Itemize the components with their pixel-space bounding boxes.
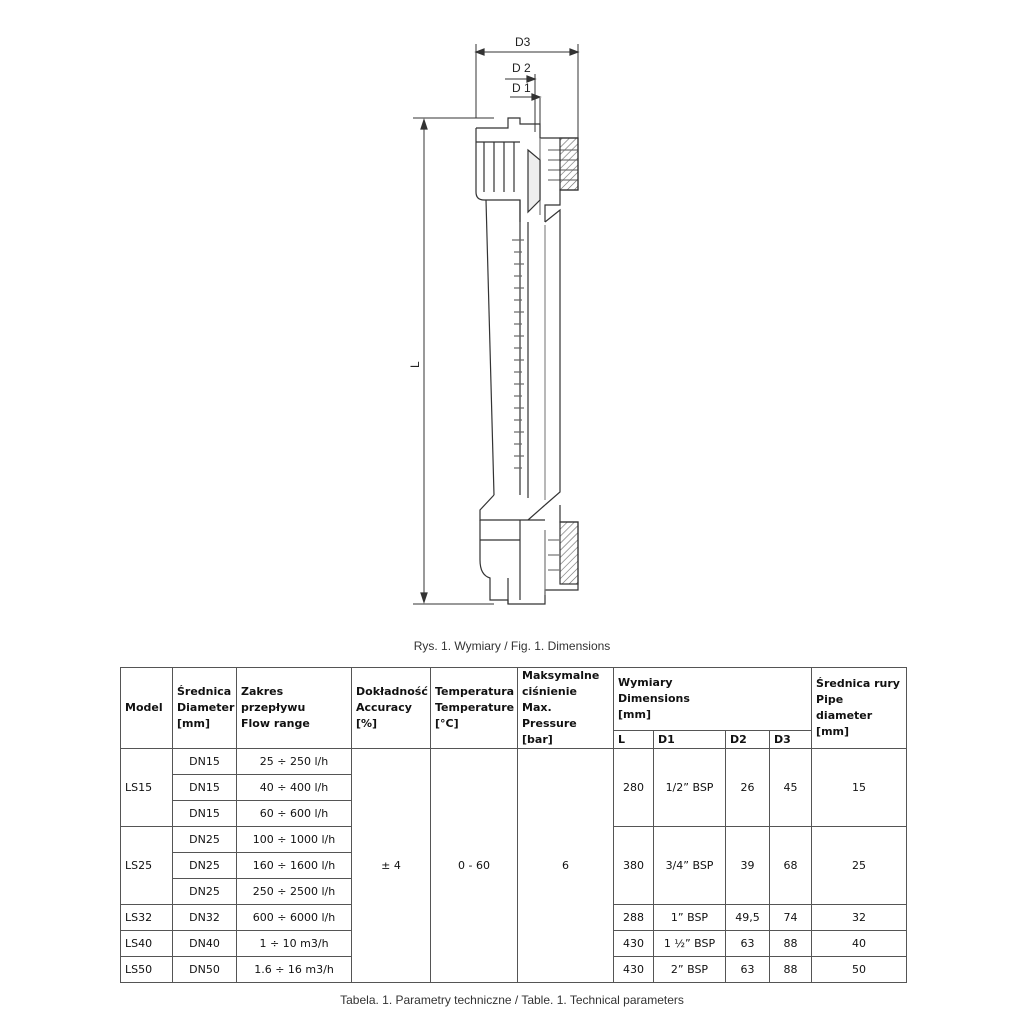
cell-dimension-d2: 49,5 <box>726 905 770 931</box>
header-diameter <box>173 668 237 749</box>
cell-dimension-d3: 88 <box>770 957 812 983</box>
cell-dimension-d2: 63 <box>726 931 770 957</box>
header-dimension-d2: D2 <box>726 731 770 749</box>
technical-parameters-table <box>120 667 907 983</box>
header-max-pressure <box>518 668 614 749</box>
cell-flow-range: 25 ÷ 250 l/h <box>237 749 352 775</box>
cell-flow-range: 160 ÷ 1600 l/h <box>237 853 352 879</box>
cell-dimension-d1: 1 ½” BSP <box>654 931 726 957</box>
header-temperature <box>431 668 518 749</box>
cell-dimension-d3: 45 <box>770 749 812 827</box>
header-flow-range-line: Zakres przepływu <box>241 685 306 714</box>
cell-model: LS25 <box>121 827 173 905</box>
header-max-pressure-line: Max. Pressure <box>522 701 577 730</box>
table-row <box>121 749 907 775</box>
header-diameter-line: [mm] <box>177 717 210 730</box>
cell-flow-range: 60 ÷ 600 l/h <box>237 801 352 827</box>
header-max-pressure-line: ciśnienie <box>522 685 577 698</box>
header-accuracy <box>352 668 431 749</box>
header-max-pressure-line: [bar] <box>522 733 553 746</box>
cell-model: LS32 <box>121 905 173 931</box>
header-flow-range <box>237 668 352 749</box>
cell-flow-range: 1 ÷ 10 m3/h <box>237 931 352 957</box>
cell-flow-range: 1.6 ÷ 16 m3/h <box>237 957 352 983</box>
cell-flow-range: 40 ÷ 400 l/h <box>237 775 352 801</box>
table-caption: Tabela. 1. Parametry techniczne / Table. 1. Technical parameters <box>340 993 684 1007</box>
cell-diameter: DN32 <box>173 905 237 931</box>
cell-pipe-diameter: 40 <box>812 931 907 957</box>
cell-dimension-l: 430 <box>614 931 654 957</box>
cell-diameter: DN25 <box>173 827 237 853</box>
cell-flow-range: 600 ÷ 6000 l/h <box>237 905 352 931</box>
cell-dimension-d3: 74 <box>770 905 812 931</box>
cell-diameter: DN15 <box>173 775 237 801</box>
cell-dimension-d1: 3/4” BSP <box>654 827 726 905</box>
header-diameter-line: Średnica <box>177 685 232 698</box>
header-dimensions-line: [mm] <box>618 708 651 722</box>
header-dimension-d3: D3 <box>770 731 812 749</box>
cell-dimension-d1: 2” BSP <box>654 957 726 983</box>
cell-diameter: DN25 <box>173 853 237 879</box>
cell-diameter: DN40 <box>173 931 237 957</box>
header-accuracy-line: Dokładność <box>356 685 428 698</box>
cell-model: LS15 <box>121 749 173 827</box>
header-pipe-diameter-line: Pipe diameter <box>816 693 873 722</box>
header-dimensions-line: Dimensions <box>618 692 690 706</box>
header-temperature-line: Temperatura <box>435 685 515 698</box>
cell-temperature: 0 - 60 <box>431 749 518 983</box>
cell-max-pressure: 6 <box>518 749 614 983</box>
cell-pipe-diameter: 32 <box>812 905 907 931</box>
cell-dimension-l: 280 <box>614 749 654 827</box>
cell-diameter: DN50 <box>173 957 237 983</box>
figure-caption: Rys. 1. Wymiary / Fig. 1. Dimensions <box>413 639 611 653</box>
cell-dimension-d1: 1/2” BSP <box>654 749 726 827</box>
cell-dimension-d3: 88 <box>770 931 812 957</box>
cell-diameter: DN15 <box>173 801 237 827</box>
label-d1: D 1 <box>512 81 531 95</box>
header-accuracy-line: Accuracy <box>356 701 412 714</box>
header-pipe-diameter-line: Średnica rury <box>816 677 900 690</box>
cell-flow-range: 100 ÷ 1000 l/h <box>237 827 352 853</box>
header-dimension-d1: D1 <box>654 731 726 749</box>
cell-dimension-l: 430 <box>614 957 654 983</box>
header-pipe-diameter <box>812 668 907 749</box>
cell-dimension-d2: 63 <box>726 957 770 983</box>
label-l: L <box>408 361 422 368</box>
cell-model: LS50 <box>121 957 173 983</box>
header-pipe-diameter-line: [mm] <box>816 725 850 738</box>
header-accuracy-line: [%] <box>356 717 378 730</box>
header-dimensions <box>614 668 812 731</box>
header-temperature-line: Temperature <box>435 701 515 714</box>
cell-dimension-d1: 1” BSP <box>654 905 726 931</box>
cell-pipe-diameter: 25 <box>812 827 907 905</box>
cell-model: LS40 <box>121 931 173 957</box>
cell-pipe-diameter: 15 <box>812 749 907 827</box>
cell-accuracy: ± 4 <box>352 749 431 983</box>
label-d2: D 2 <box>512 61 531 75</box>
cell-dimension-l: 288 <box>614 905 654 931</box>
cell-dimension-d2: 39 <box>726 827 770 905</box>
label-d3: D3 <box>515 35 531 49</box>
cell-diameter: DN25 <box>173 879 237 905</box>
cell-pipe-diameter: 50 <box>812 957 907 983</box>
header-dimension-l: L <box>614 731 654 749</box>
header-flow-range-line: Flow range <box>241 717 310 730</box>
header-temperature-line: [°C] <box>435 717 459 730</box>
header-model-line: Model <box>125 701 163 714</box>
cell-diameter: DN15 <box>173 749 237 775</box>
header-max-pressure-line: Maksymalne <box>522 669 600 682</box>
header-diameter-line: Diameter <box>177 701 235 714</box>
cell-dimension-d3: 68 <box>770 827 812 905</box>
cell-dimension-l: 380 <box>614 827 654 905</box>
cell-flow-range: 250 ÷ 2500 l/h <box>237 879 352 905</box>
header-model <box>121 668 173 749</box>
cell-dimension-d2: 26 <box>726 749 770 827</box>
header-dimensions-line: Wymiary <box>618 676 673 690</box>
